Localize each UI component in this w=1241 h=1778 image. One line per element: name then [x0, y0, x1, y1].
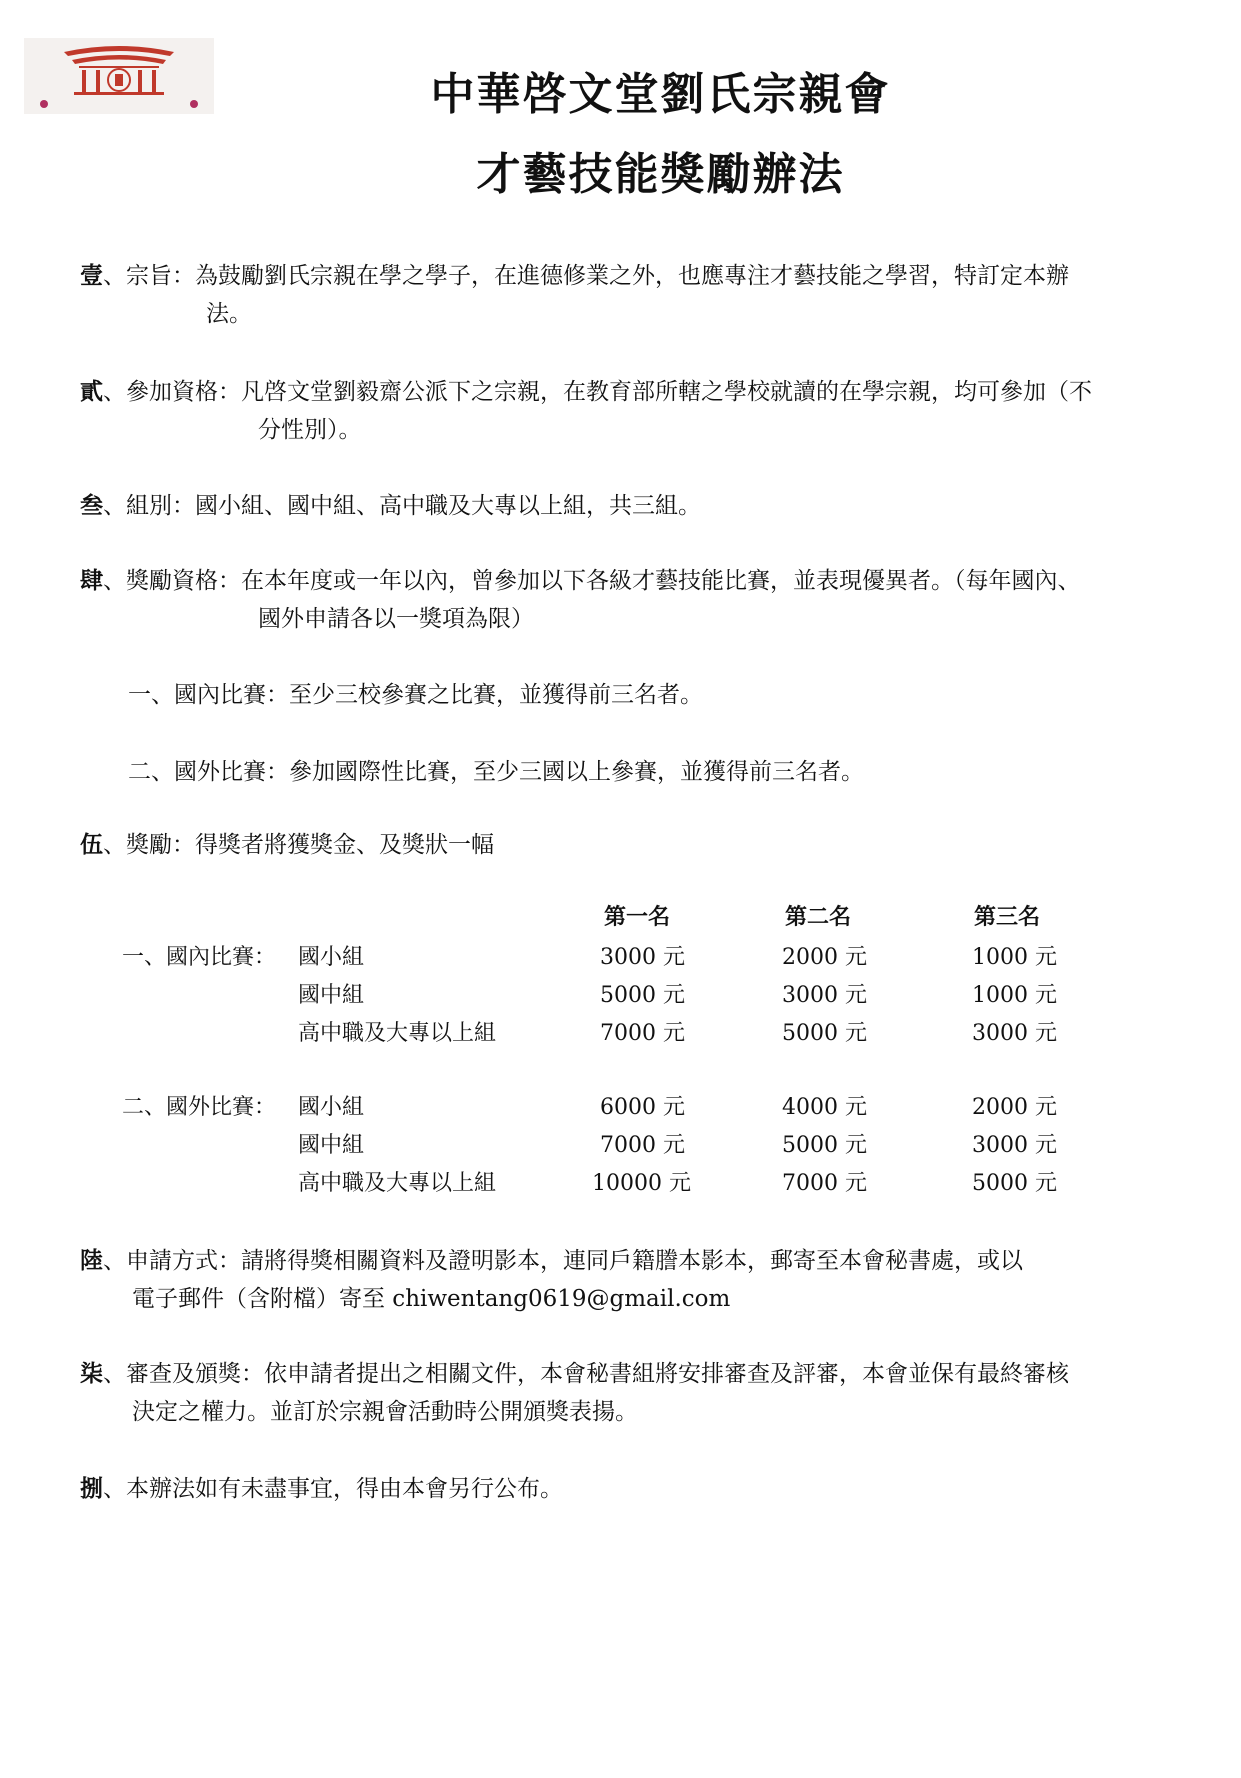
international-competition-rule: 二、國外比賽：參加國際性比賽，至少三國以上參賽，並獲得前三名者。 [128, 759, 864, 785]
section-groups [80, 487, 1180, 525]
table-cell: 10000 元 [592, 1171, 691, 1196]
level-label: 高中職及大專以上組 [298, 1171, 497, 1196]
section-text: 、審查及頒獎：依申請者提出之相關文件，本會秘書組將安排審查及評審，本會並保有最終審核 [103, 1361, 1069, 1387]
table-cell: 1000 元 [972, 983, 1057, 1008]
table-cell: 5000 元 [782, 1021, 867, 1046]
section-text: 、宗旨：為鼓勵劉氏宗親在學之學子，在進德修業之外，也應專注才藝技能之學習，特訂定本辦 [103, 263, 1069, 289]
section-purpose [80, 257, 1180, 333]
domestic-competition-rule: 一、國內比賽：至少三校參賽之比賽，並獲得前三名者。 [128, 682, 703, 708]
section-number: 壹 [80, 263, 103, 289]
table-cell: 3000 元 [972, 1021, 1057, 1046]
table-cell: 3000 元 [600, 945, 685, 970]
section-text: 、參加資格：凡啓文堂劉毅齋公派下之宗親，在教育部所轄之學校就讀的在學宗親，均可參加（不 [103, 379, 1092, 405]
table-cell: 7000 元 [600, 1133, 685, 1158]
document-subtitle: 才藝技能獎勵辦法 [476, 149, 845, 200]
table-cell: 6000 元 [600, 1095, 685, 1120]
section-number: 捌 [80, 1476, 103, 1502]
document-title: 中華啓文堂劉氏宗親會 [430, 69, 891, 120]
section-number: 伍 [80, 832, 103, 858]
section-text: 、獎勵：得獎者將獲獎金、及獎狀一幅 [103, 832, 494, 858]
section-eligibility [80, 373, 1180, 449]
section-text-cont: 決定之權力。並訂於宗親會活動時公開頒獎表揚。 [132, 1399, 638, 1425]
table-cell: 3000 元 [782, 983, 867, 1008]
table-cell: 4000 元 [782, 1095, 867, 1120]
group-label-international: 二、國外比賽： [122, 1095, 277, 1120]
group-label-domestic: 一、國內比賽： [122, 945, 277, 970]
section-application-method [80, 1242, 1180, 1318]
table-cell: 1000 元 [972, 945, 1057, 970]
table-cell: 5000 元 [600, 983, 685, 1008]
section-rewards [80, 826, 1180, 864]
table-cell: 3000 元 [972, 1133, 1057, 1158]
section-text-cont: 法。 [206, 301, 252, 327]
table-cell: 2000 元 [782, 945, 867, 970]
table-cell: 7000 元 [782, 1171, 867, 1196]
section-review-award [80, 1355, 1180, 1431]
section-number: 貳 [80, 379, 103, 405]
level-label: 高中職及大專以上組 [298, 1021, 497, 1046]
section-text: 、獎勵資格：在本年度或一年以內，曾參加以下各級才藝技能比賽，並表現優異者。（每年國內、 [103, 568, 1081, 594]
section-number: 柒 [80, 1361, 103, 1387]
section-number: 陸 [80, 1248, 103, 1274]
section-text: 、組別：國小組、國中組、高中職及大專以上組，共三組。 [103, 493, 701, 519]
section-text-cont: 電子郵件（含附檔）寄至 chiwentang0619@gmail.com [132, 1286, 731, 1312]
table-cell: 2000 元 [972, 1095, 1057, 1120]
header-first-place: 第一名 [604, 905, 671, 930]
level-label: 國小組 [298, 1095, 365, 1120]
level-label: 國中組 [298, 983, 365, 1008]
section-misc [80, 1470, 1180, 1508]
table-cell: 7000 元 [600, 1021, 685, 1046]
header-third-place: 第三名 [974, 905, 1041, 930]
section-text-cont: 國外申請各以一獎項為限） [258, 606, 534, 632]
section-number: 叁 [80, 493, 103, 519]
section-text: 、申請方式：請將得獎相關資料及證明影本，連同戶籍謄本影本，郵寄至本會秘書處，或以 [103, 1248, 1023, 1274]
table-cell: 5000 元 [972, 1171, 1057, 1196]
section-text-cont: 分性別）。 [258, 417, 362, 443]
section-number: 肆 [80, 568, 103, 594]
section-text: 、本辦法如有未盡事宜，得由本會另行公布。 [103, 1476, 563, 1502]
section-award-qualification [80, 562, 1180, 638]
level-label: 國小組 [298, 945, 365, 970]
header-second-place: 第二名 [785, 905, 852, 930]
level-label: 國中組 [298, 1133, 365, 1158]
table-cell: 5000 元 [782, 1133, 867, 1158]
